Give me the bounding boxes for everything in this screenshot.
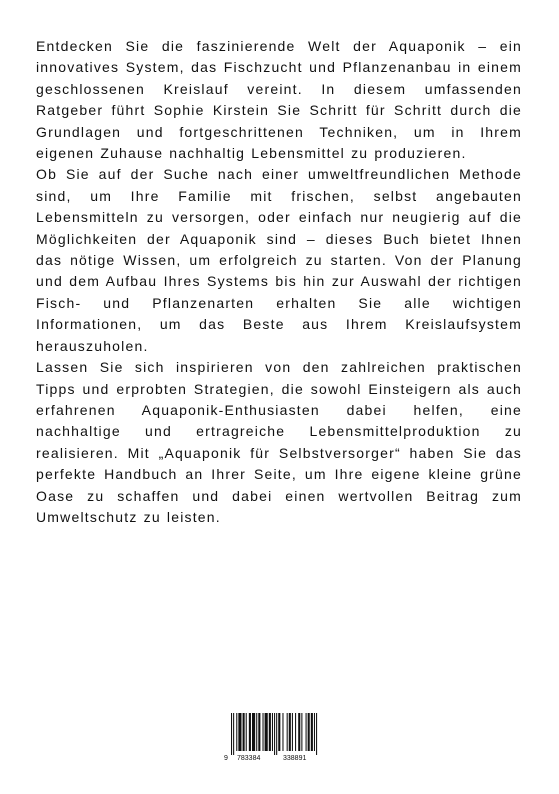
blurb-paragraph-3: Lassen Sie sich inspirieren von den zahlreichen praktischen Tipps und erprobten Strategien, die sowohl Einsteigern als auch erfahrenen Aquaponik-Enthusiasten dabei helfen, eine nachhaltige und ertragreiche Lebensmittelproduktion zu realisieren. Mit „Aquaponik für Selbstversorger“ haben Sie das perfekte Handbuch an Ihrer Seite, um Ihre eigene kleine grüne Oase zu schaffen und dabei einen wertvollen Beitrag zum Umweltschutz zu leisten. xyxy=(36,359,522,525)
blurb-paragraph-2: Ob Sie auf der Suche nach einer umweltfreundlichen Methode sind, um Ihre Familie mit frischen, selbst angebauten Lebensmitteln zu versorgen, oder einfach nur neugierig auf die Möglichkeiten der Aquaponik sind – dieses Buch bietet Ihnen das nötige Wissen, um erfolgreich zu starten. Von der Planung und dem Aufbau Ihres Systems bis hin zur Auswahl der richtigen Fisch- und Pflanzenarten erhalten Sie alle wichtigen Informationen, um das Beste aus Ihrem Kreislaufsystem herauszuholen. xyxy=(36,166,522,354)
barcode-bar xyxy=(311,713,313,751)
barcode-bar xyxy=(243,713,245,751)
barcode-bar xyxy=(272,713,273,751)
barcode-bar xyxy=(308,713,310,751)
barcode-bar xyxy=(292,713,293,751)
isbn-barcode xyxy=(223,711,331,763)
barcode-bar xyxy=(238,713,241,751)
barcode-bar xyxy=(231,713,232,755)
barcode-bar xyxy=(282,713,283,751)
barcode-bar xyxy=(256,713,257,751)
barcode-bar xyxy=(295,713,296,751)
barcode-bar xyxy=(306,713,307,751)
barcode-bar xyxy=(263,713,264,751)
barcode-bar xyxy=(274,713,275,755)
barcode-bar xyxy=(258,713,260,751)
barcode-right-digits: 338891 xyxy=(283,755,307,762)
barcode-bar xyxy=(276,713,277,755)
barcode-bar xyxy=(236,713,237,751)
barcode-bar xyxy=(289,713,291,751)
barcode-bar xyxy=(314,713,315,751)
barcode-left-digits: 783384 xyxy=(237,755,261,762)
barcode-bar xyxy=(249,713,251,751)
barcode-bar xyxy=(278,713,280,751)
barcode-bar xyxy=(301,713,302,751)
barcode-bar xyxy=(233,713,234,755)
barcode-bars xyxy=(231,713,317,755)
barcode-bar xyxy=(246,713,247,751)
barcode-bar xyxy=(252,713,255,751)
barcode-bar xyxy=(265,713,268,751)
barcode-graphic xyxy=(223,711,331,763)
barcode-bar xyxy=(316,713,317,755)
blurb-text xyxy=(36,36,522,528)
barcode-bar xyxy=(269,713,271,751)
blurb-paragraph-1: Entdecken Sie die faszinierende Welt der Aquaponik – ein innovatives System, das Fischzucht und Pflanzenanbau in einem geschlossenen Kreislauf vereint. In diesem umfassenden Ratgeber führt Sophie Kirstein Sie Schritt für Schritt durch die Grundlagen und fortgeschrittenen Techniken, um in Ihrem eigenen Zuhause nachhaltig Lebensmittel zu produzieren. xyxy=(36,38,522,162)
barcode-lead-digit: 9 xyxy=(224,755,228,762)
barcode-bar xyxy=(287,713,288,751)
barcode-bar xyxy=(298,713,300,751)
